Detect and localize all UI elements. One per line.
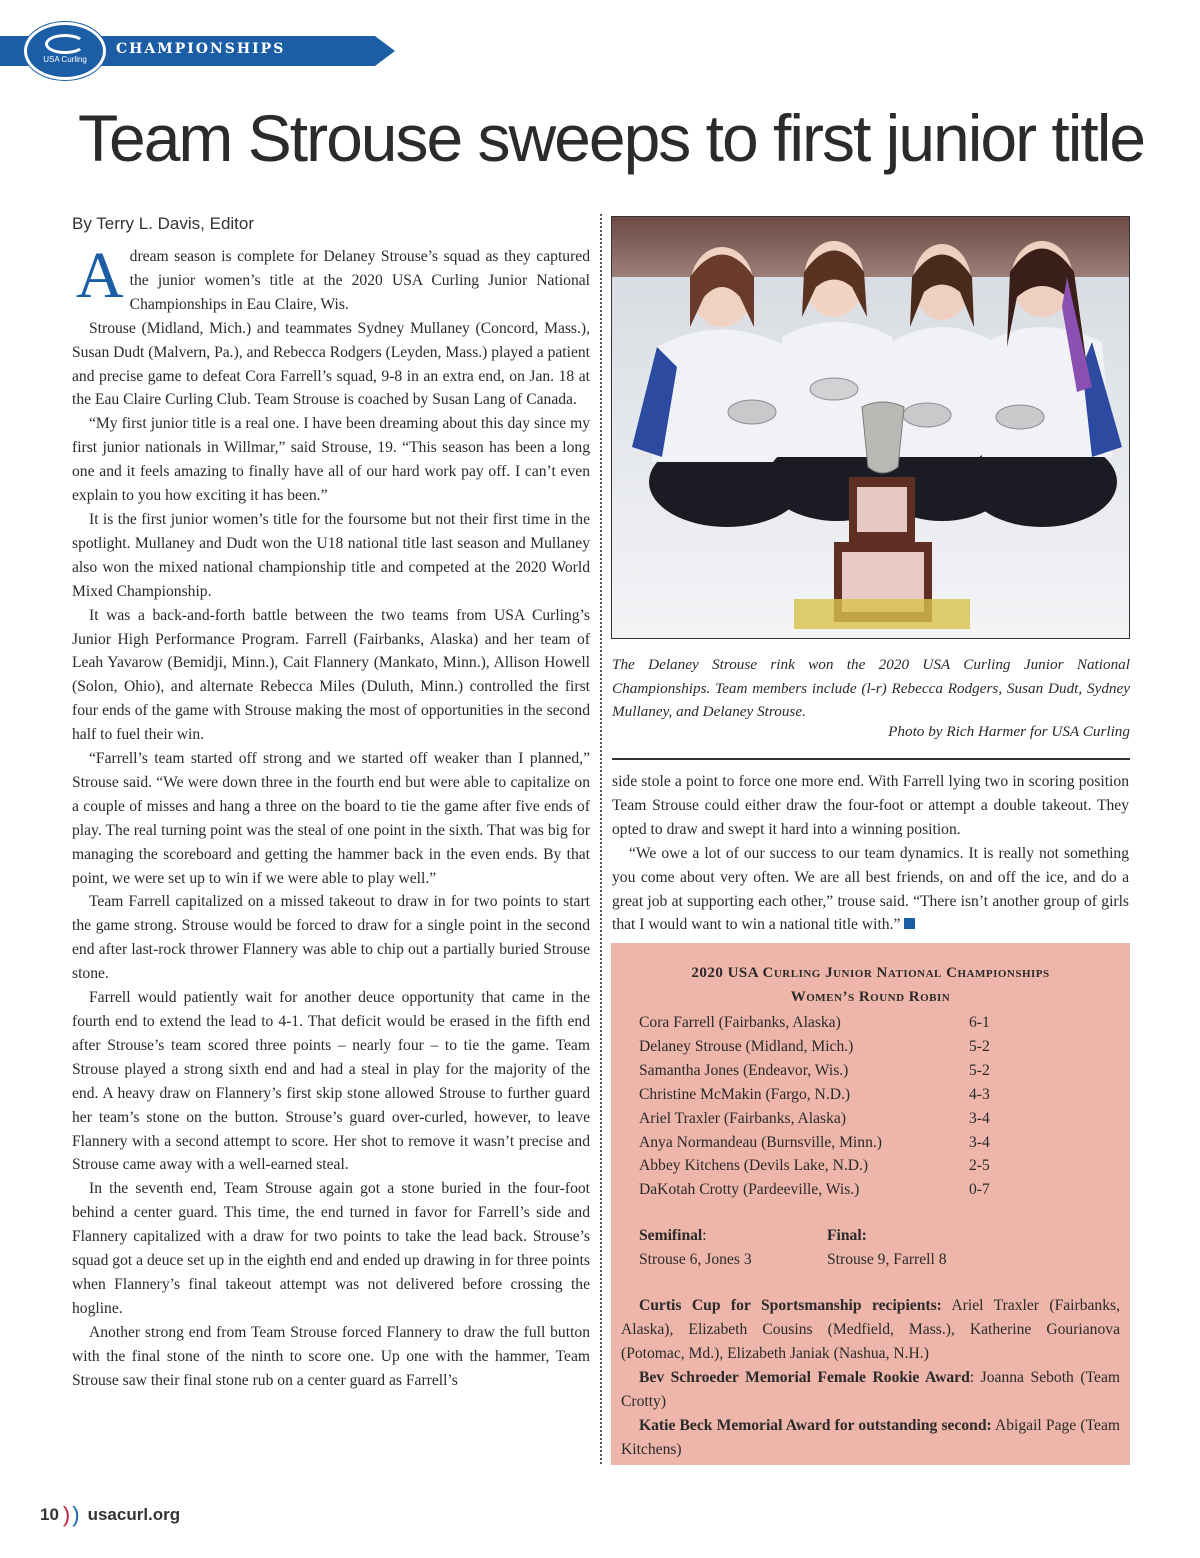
article-paragraph: “Farrell’s team started off strong and we started off weaker than I planned,” Strouse said. “We were down three in the fourth end but were able to capitalize on a couple of misses and hang a three on the board to tie the game after five ends of play. The real turning point was the steal of one point in the sixth. That was big for managing the scoreboard and getting the hammer back in the even ends. By that point, we were set up to win if we were able to play well.” xyxy=(72,750,590,887)
end-of-story-icon xyxy=(904,918,915,929)
playoff-results xyxy=(639,1224,1120,1272)
team-record: 4-3 xyxy=(969,1085,990,1103)
footer-bracket-blue-icon: ) xyxy=(72,1502,80,1527)
semifinal-heading: Semifinal: xyxy=(639,1227,707,1245)
column-divider xyxy=(600,214,602,1464)
byline: By Terry L. Davis, Editor xyxy=(72,214,255,233)
team-photo xyxy=(611,216,1130,639)
semifinal-block xyxy=(639,1224,827,1272)
logo-text: USA Curling xyxy=(43,55,87,64)
article-body-left xyxy=(72,239,590,1393)
awards-list xyxy=(621,1294,1120,1461)
standings-row xyxy=(639,1154,1120,1178)
team-name: Ariel Traxler (Fairbanks, Alaska) xyxy=(639,1109,847,1127)
standings-row xyxy=(639,1178,1120,1202)
team-record: 2-5 xyxy=(969,1157,990,1175)
article-paragraph: Farrell would patiently wait for another deuce opportunity that came in the fourth end to extend the lead to 4-1. That deficit would be erased in the fifth end after Strouse’s team scored three points – nearly four – to tie the game. Team Strouse played a strong sixth end and had a steal in play for the majority of the end. A heavy draw on Flannery’s first skip stone allowed Strouse to further guard her team’s stone on the button. Strouse’s guard over-curled, however, to leave Flannery with a second attempt to score. Her shot to remove it wasn’t precise and Strouse came away with a well-earned steal. xyxy=(72,989,590,1174)
team-photo-illustration xyxy=(612,217,1129,638)
drop-cap: A xyxy=(76,239,124,312)
article-paragraph: side stole a point to force one more end. With Farrell lying two in scoring position Team Strouse could either draw the four-foot or attempt a double takeout. They opted to draw and swept it hard into a winning position. xyxy=(612,773,1129,838)
page-footer xyxy=(40,1502,180,1528)
curling-stone-icon xyxy=(45,34,85,54)
article-paragraph: “My first junior title is a real one. I have been dreaming about this day since my first junior nationals in Willmar,” said Strouse, 19. “This season has been a long one and it feels amazing to finally have all of our hard work pay off. I can’t even explain to you how exciting it has been.” xyxy=(72,415,590,505)
team-name: Samantha Jones (Endeavor, Wis.) xyxy=(639,1061,849,1079)
results-title: 2020 USA Curling Junior National Championships xyxy=(691,965,1050,981)
article-body-right xyxy=(612,770,1129,937)
final-heading: Final: xyxy=(827,1227,867,1245)
standings-row xyxy=(639,1059,1120,1083)
semifinal-result: Strouse 6, Jones 3 xyxy=(639,1251,752,1269)
section-label: CHAMPIONSHIPS xyxy=(116,41,286,57)
results-subtitle: Women’s Round Robin xyxy=(790,989,951,1005)
standings-row xyxy=(639,1011,1120,1035)
team-name: Christine McMakin (Fargo, N.D.) xyxy=(639,1085,851,1103)
standings-row xyxy=(639,1107,1120,1131)
standings-list xyxy=(639,1011,1120,1202)
team-name: Anya Normandeau (Burnsville, Minn.) xyxy=(639,1133,882,1151)
team-name: Abbey Kitchens (Devils Lake, N.D.) xyxy=(639,1157,869,1175)
standings-row xyxy=(639,1131,1120,1155)
team-record: 3-4 xyxy=(969,1109,990,1127)
results-sidebar xyxy=(611,943,1130,1465)
final-block xyxy=(827,1224,1015,1272)
footer-site-link[interactable]: usacurl.org xyxy=(87,1505,181,1524)
team-name: Delaney Strouse (Midland, Mich.) xyxy=(639,1037,854,1055)
team-record: 5-2 xyxy=(969,1061,990,1079)
award-item: Katie Beck Memorial Award for outstanding second: Abigail Page (Team Kitchens) xyxy=(621,1416,1120,1458)
photo-credit: Photo by Rich Harmer for USA Curling xyxy=(888,723,1130,740)
team-record: 3-4 xyxy=(969,1133,990,1151)
standings-row xyxy=(639,1035,1120,1059)
article-paragraph: In the seventh end, Team Strouse again got a stone buried in the four-foot behind a center guard. This time, the end turned in favor for Farrell’s side and Flannery capitalized with a draw for two points to take the lead back. Strouse’s squad got a deuce set up in the eighth end and ended up drawing in for three points when Flannery’s final takeout attempt was not delivered before crossing the hogline. xyxy=(72,1180,590,1317)
article-paragraph: Team Farrell capitalized on a missed takeout to draw in for two points to start the game strong. Strouse would be forced to draw for a single point in the second end after last-rock thrower Flannery was able to chip out a partially buried Strouse stone. xyxy=(72,893,590,983)
article-paragraph: Another strong end from Team Strouse forced Flannery to draw the full button with the final stone of the ninth to score one. Up one with the hammer, Team Strouse saw their final stone rub on a center guard as Farrell’s xyxy=(72,1323,590,1389)
article-paragraph: Adream season is complete for Delaney Strouse’s squad as they captured the junior women’s title at the 2020 USA Curling Junior National Championships in Eau Claire, Wis. xyxy=(76,239,590,313)
page-number: 10 xyxy=(40,1505,59,1524)
standings-row xyxy=(639,1083,1120,1107)
caption-rule xyxy=(612,758,1130,760)
team-name: DaKotah Crotty (Pardeeville, Wis.) xyxy=(639,1181,860,1199)
team-name: Cora Farrell (Fairbanks, Alaska) xyxy=(639,1014,841,1031)
usa-curling-logo xyxy=(24,22,106,80)
photo-caption: The Delaney Strouse rink won the 2020 USA Curling Junior National Championships. Team members include (l-r) Rebecca Rodgers, Susan Dudt, Sydney Mullaney, and Delaney Strouse. xyxy=(612,656,1130,721)
award-item: Bev Schroeder Memorial Female Rookie Award: Joanna Seboth (Team Crotty) xyxy=(621,1368,1120,1410)
footer-bracket-red-icon: ) xyxy=(62,1502,71,1527)
team-record: 5-2 xyxy=(969,1037,990,1055)
final-result: Strouse 9, Farrell 8 xyxy=(827,1251,947,1269)
team-record: 0-7 xyxy=(969,1181,990,1199)
article-paragraph: It is the first junior women’s title for the foursome but not their first time in the spotlight. Mullaney and Dudt won the U18 national title last season and Mullaney also won the mixed national championship title and competed at the 2020 World Mixed Championship. xyxy=(72,510,590,600)
team-record: 6-1 xyxy=(969,1014,990,1031)
award-item: Curtis Cup for Sportsmanship recipients: Ariel Traxler (Fairbanks, Alaska), Elizabeth Cousins (Medfield, Mass.), Katherine Gourianova (Potomac, Md.), Elizabeth Janiak (Nashua, N.H.) xyxy=(621,1297,1120,1362)
article-paragraph: It was a back-and-forth battle between the two teams from USA Curling’s Junior High Performance Program. Farrell (Fairbanks, Alaska) and her team of Leah Yavarow (Bemidji, Minn.), Cait Flannery (Mankato, Minn.), Allison Howell (Solon, Ohio), and alternate Rebecca Miles (Duluth, Minn.) controlled the first four ends of the game with Strouse making the most of opportunities in the second half to fuel their win. xyxy=(72,606,590,744)
article-headline: Team Strouse sweeps to first junior title xyxy=(78,101,1145,175)
article-paragraph: “We owe a lot of our success to our team dynamics. It is really not something you come about very often. We are all best friends, on and off the ice, and do a great job at supporting each other,” trouse said. “There isn’t another group of girls that I would want to win a national title with.” xyxy=(612,844,1129,934)
article-paragraph: Strouse (Midland, Mich.) and teammates Sydney Mullaney (Concord, Mass.), Susan Dudt (Malvern, Pa.), and Rebecca Rodgers (Leyden, Mass.) played a patient and precise game to defeat Cora Farrell’s squad, 9-8 in an extra end, on Jan. 18 at the Eau Claire Curling Club. Team Strouse is coached by Susan Lang of Canada. xyxy=(72,319,590,409)
